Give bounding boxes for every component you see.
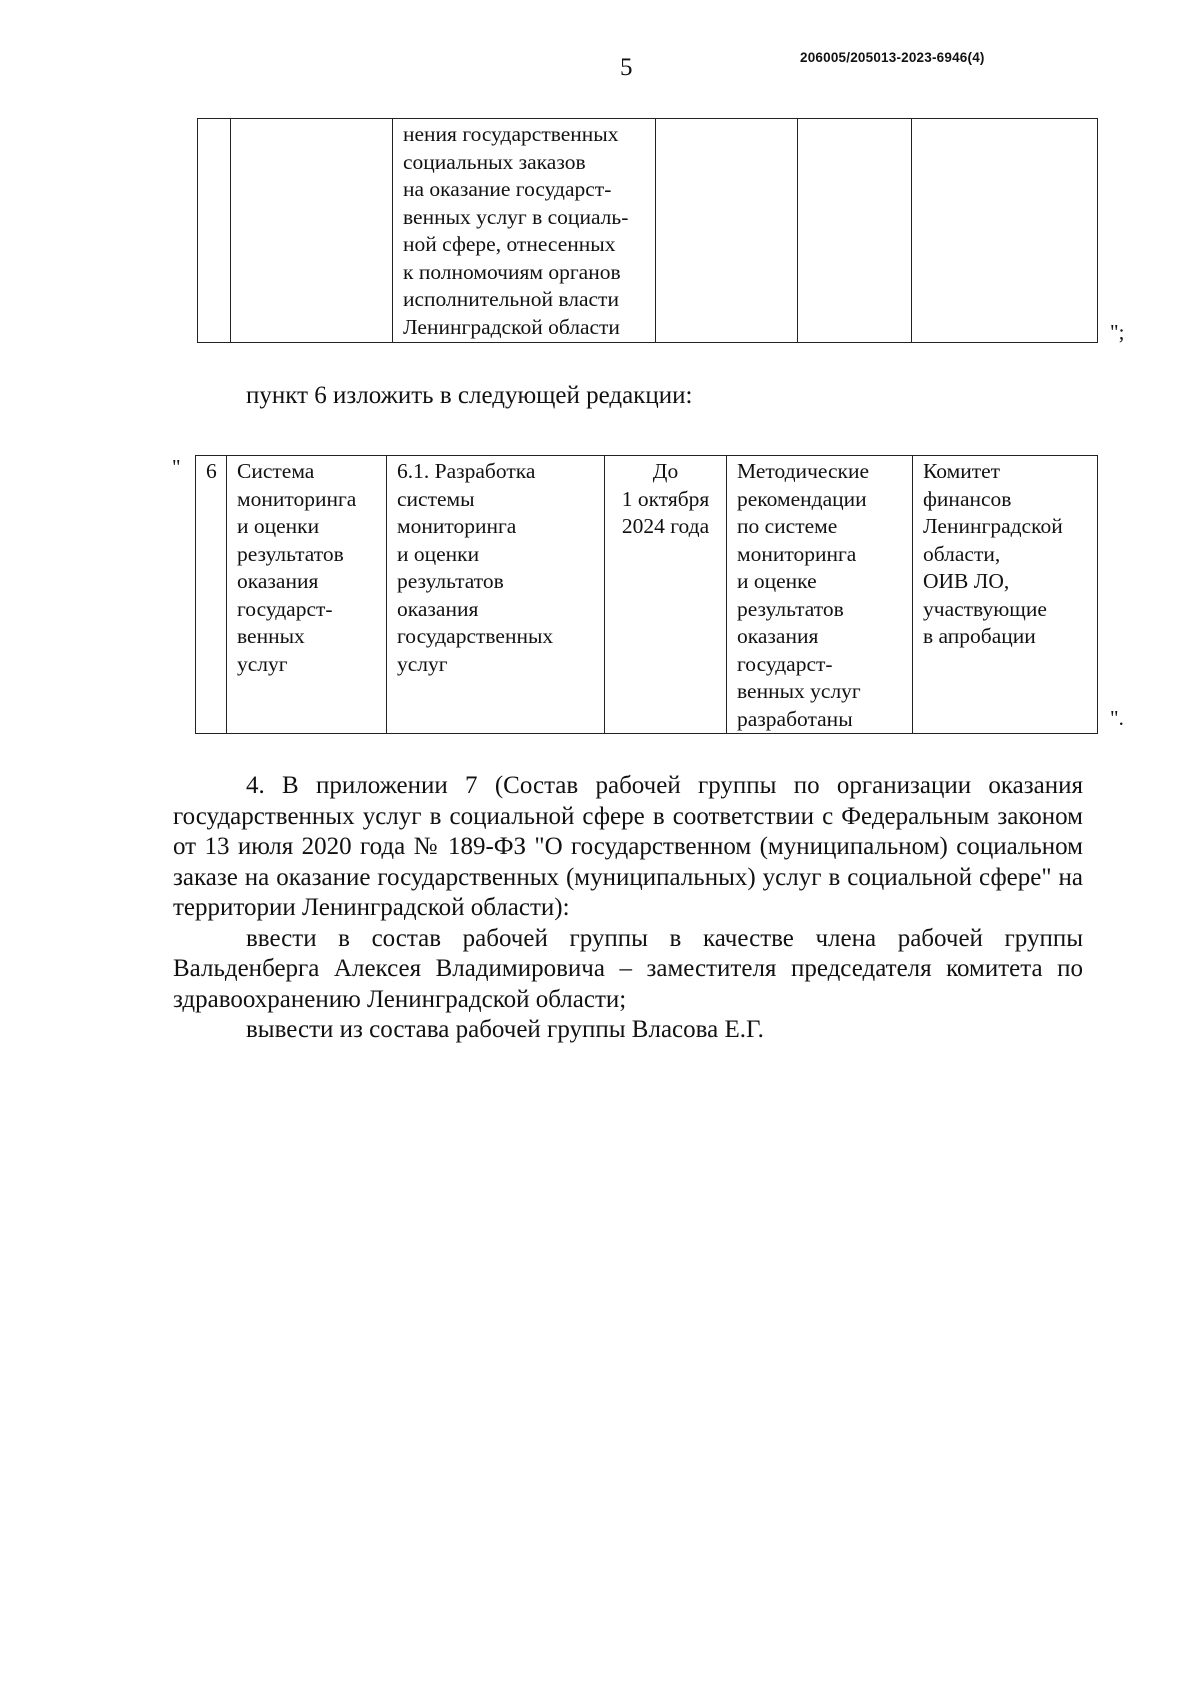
cell-line: ОИВ ЛО,: [923, 569, 1010, 593]
subheading: пункт 6 изложить в следующей редакции:: [246, 382, 693, 409]
cell-line: оказания: [737, 624, 819, 648]
cell-line: рекомендации: [737, 486, 867, 511]
table-row: [196, 456, 1098, 734]
cell-line: результатов: [737, 596, 844, 621]
body-text: [173, 771, 1083, 1046]
cell-line: 6.1. Разработка: [397, 459, 536, 483]
cell-line: и оценки: [237, 514, 320, 538]
cell-line: в апробации: [923, 624, 1036, 648]
cell-line: нения государственных: [403, 122, 619, 146]
cell-line: государст-: [737, 651, 833, 676]
cell-line: услуг: [397, 651, 448, 676]
cell-line: Методические: [737, 459, 869, 483]
cell-system: [227, 456, 387, 734]
paragraph-appendix-7: 4. В приложении 7 (Состав рабочей группы по организации оказания государственных услуг в социальной сфере в соответствии с Федеральным законом от 13 июля 2020 года № 189-ФЗ "О государственном (муниципальном) социальном заказе на оказание государственных (муниципальных) услуг в социальной сфере" на территории Ленинградской области):: [173, 772, 1083, 921]
cell-line: оказания: [237, 569, 319, 593]
cell-line: результатов: [397, 569, 504, 593]
cell-line: Ленинградской области: [403, 314, 620, 339]
continuation-table: [197, 118, 1098, 343]
cell-line: разработаны: [737, 706, 853, 731]
cell-line: государст-: [237, 596, 333, 621]
table-row: [198, 119, 1098, 343]
paragraph-remove-member: вывести из состава рабочей группы Власова Е.Г.: [246, 1016, 764, 1043]
cell-line: Система: [237, 459, 315, 483]
cell-line: ной сфере, отнесенных: [403, 232, 616, 256]
cell-line: и оценки: [397, 541, 480, 566]
cell-line: мониторинга: [397, 514, 517, 538]
cell-line: результатов: [237, 541, 344, 566]
cell-line: венных услуг в социаль-: [403, 204, 629, 229]
cell-line: по системе: [737, 514, 838, 538]
cell-line: исполнительной власти: [403, 287, 619, 311]
table-cell: [198, 119, 231, 343]
closing-quote: ";: [1110, 320, 1125, 344]
cell-line: венных услуг: [737, 679, 861, 703]
table-cell-action-continued: [393, 119, 656, 343]
cell-line: 1 октября: [621, 486, 710, 511]
table-cell: [656, 119, 798, 343]
cell-line: 6: [206, 459, 217, 483]
point-6-table: [195, 455, 1098, 734]
cell-deadline: [605, 456, 727, 734]
cell-line: венных: [237, 624, 305, 648]
cell-action: [387, 456, 605, 734]
cell-responsible: [913, 456, 1098, 734]
table-cell: [231, 119, 393, 343]
cell-line: и оценке: [737, 569, 817, 593]
cell-line: участвующие: [923, 596, 1047, 621]
cell-line: системы: [397, 486, 475, 511]
cell-line: области,: [923, 541, 1001, 566]
cell-line: мониторинга: [237, 486, 357, 511]
cell-line: социальных заказов: [403, 149, 586, 174]
paragraph-add-member: ввести в состав рабочей группы в качестве члена рабочей группы Вальденберга Алексея Владимировича – заместителя председателя комитета по здравоохранению Ленинградской области;: [173, 924, 1083, 1013]
cell-line: Комитет: [923, 459, 1001, 483]
cell-line: мониторинга: [737, 541, 857, 566]
document-id: 206005/205013-2023-6946(4): [800, 50, 985, 65]
cell-line: оказания: [397, 596, 479, 621]
cell-line: услуг: [237, 651, 288, 676]
cell-result: [727, 456, 913, 734]
cell-line: к полномочиям органов: [403, 259, 621, 284]
table-cell: [798, 119, 912, 343]
cell-line: на оказание государст-: [403, 177, 612, 201]
cell-line: Ленинградской: [923, 514, 1063, 538]
cell-line: До: [652, 459, 679, 483]
opening-quote: ": [172, 455, 181, 479]
cell-line: финансов: [923, 486, 1012, 511]
closing-quote: ".: [1110, 706, 1124, 730]
cell-line: государственных: [397, 624, 554, 648]
page-number: 5: [620, 54, 633, 81]
cell-number: [196, 456, 227, 734]
cell-line: 2024 года: [621, 514, 710, 538]
table-cell: [912, 119, 1098, 343]
